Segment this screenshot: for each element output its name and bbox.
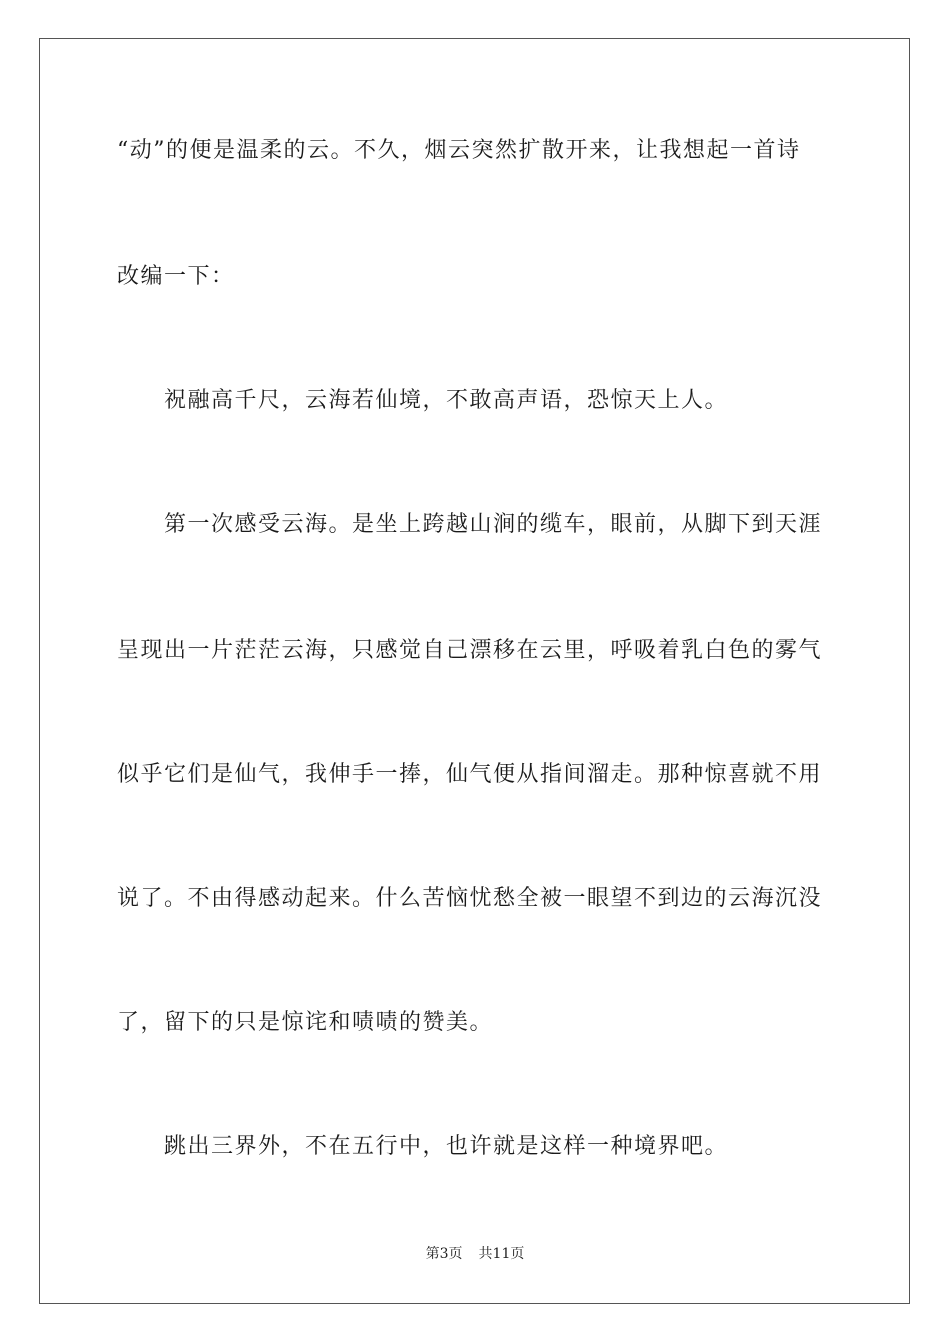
page-total: 共11页 <box>478 1246 525 1262</box>
page-number: 第3页 <box>425 1246 463 1262</box>
paragraph-first-line: 跳出三界外，不在五行中，也许就是这样一种境界吧。 <box>164 1134 729 1159</box>
page-border <box>39 38 910 1304</box>
text-line: 呈现出一片茫茫云海，只感觉自己漂移在云里，呼吸着乳白色的雾气 <box>117 638 823 663</box>
poem-line: 祝融高千尺，云海若仙境，不敢高声语，恐惊天上人。 <box>164 388 729 413</box>
text-line: 说了。不由得感动起来。什么苦恼忧愁全被一眼望不到边的云海沉没 <box>117 886 823 911</box>
paragraph-first-line: 第一次感受云海。是坐上跨越山涧的缆车，眼前，从脚下到天涯 <box>164 512 823 537</box>
text-line: “动”的便是温柔的云。不久，烟云突然扩散开来，让我想起一首诗 <box>117 138 801 163</box>
text-line: 似乎它们是仙气，我伸手一捧，仙气便从指间溜走。那种惊喜就不用 <box>117 762 823 787</box>
text-line: 改编一下： <box>117 264 235 289</box>
text-line: 了，留下的只是惊诧和啧啧的赞美。 <box>117 1010 494 1035</box>
page-footer <box>0 1244 950 1264</box>
